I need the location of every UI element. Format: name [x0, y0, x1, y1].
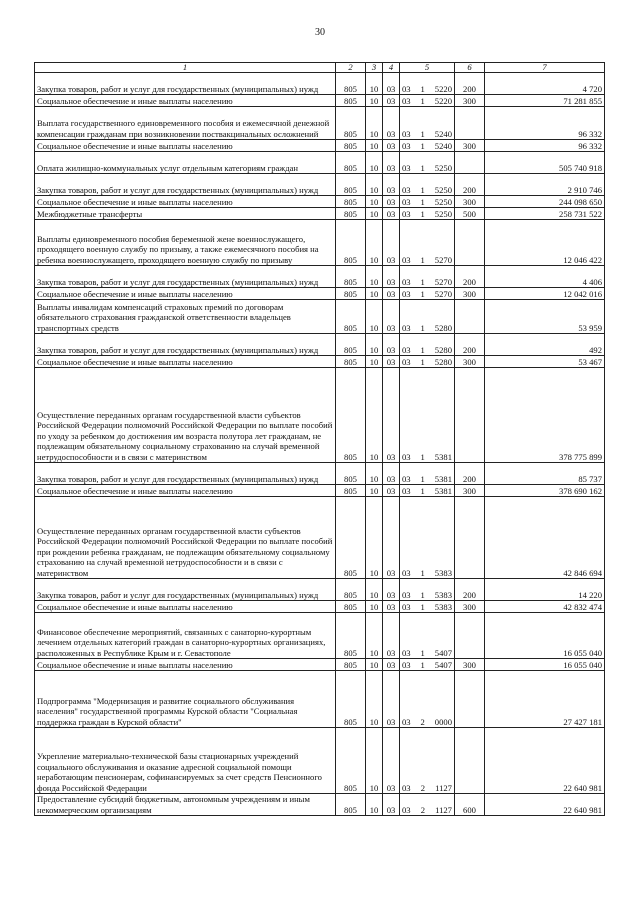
table-row: [35, 174, 605, 196]
subsection-code-cell: 03: [383, 463, 400, 485]
target-article-cell: [400, 334, 455, 356]
section-code-cell: 10: [366, 220, 383, 266]
table-row: [35, 95, 605, 107]
target-article-part: 1: [420, 140, 425, 151]
row-name-cell: Закупка товаров, работ и услуг для государственных (муниципальных) нужд: [35, 174, 336, 196]
target-article-part: 03: [402, 83, 411, 94]
header-cell: 7: [485, 63, 605, 73]
target-article-part: 5280: [434, 344, 452, 355]
subsection-code-cell: 03: [383, 601, 400, 613]
target-article-cell: [400, 220, 455, 266]
target-article-part: 5240: [434, 128, 452, 139]
row-name-cell: Социальное обеспечение и иные выплаты населению: [35, 288, 336, 300]
subsection-code-cell: 03: [383, 288, 400, 300]
row-name-cell: Подпрограмма "Модернизация и развитие социального обслуживания населения" государственной программы Курской области "Социальная поддержка граждан в Курской области": [35, 671, 336, 728]
table-row: [35, 334, 605, 356]
target-article-part: 1: [420, 162, 425, 173]
amount-cell: 53 467: [485, 356, 605, 368]
table-row: [35, 300, 605, 334]
section-code-cell: 10: [366, 613, 383, 659]
target-article-part: 5407: [434, 659, 452, 670]
target-article-part: 1: [420, 485, 425, 496]
target-article-part: 1127: [435, 782, 452, 793]
amount-cell: 505 740 918: [485, 152, 605, 174]
target-article-part: 5280: [434, 356, 452, 367]
department-code-cell: 805: [336, 613, 366, 659]
department-code-cell: 805: [336, 140, 366, 152]
target-article-part: 1: [420, 567, 425, 578]
subsection-code-cell: 03: [383, 73, 400, 95]
section-code-cell: 10: [366, 356, 383, 368]
page-number: 30: [315, 27, 325, 38]
row-name-cell: Предоставление субсидий бюджетным, автономным учреждениям и иным некоммерческим организациям: [35, 794, 336, 816]
target-article-cell: [400, 485, 455, 497]
subsection-code-cell: 03: [383, 659, 400, 671]
target-article-part: 03: [402, 184, 411, 195]
row-name-cell: Закупка товаров, работ и услуг для государственных (муниципальных) нужд: [35, 73, 336, 95]
target-article-cell: [400, 152, 455, 174]
target-article-part: 1: [420, 473, 425, 484]
section-code-cell: 10: [366, 485, 383, 497]
target-article-cell: [400, 140, 455, 152]
target-article-part: 1: [420, 322, 425, 333]
target-article-part: 03: [402, 128, 411, 139]
expense-type-cell: 200: [455, 579, 485, 601]
expense-type-cell: 600: [455, 794, 485, 816]
department-code-cell: 805: [336, 579, 366, 601]
target-article-cell: [400, 107, 455, 140]
table-row: [35, 659, 605, 671]
section-code-cell: 10: [366, 497, 383, 579]
target-article-part: 1: [420, 451, 425, 462]
target-article-part: 1: [420, 356, 425, 367]
table-row: [35, 196, 605, 208]
table-row: [35, 671, 605, 728]
amount-cell: 96 332: [485, 107, 605, 140]
amount-cell: 71 281 855: [485, 95, 605, 107]
target-article-part: 03: [402, 567, 411, 578]
target-article-part: 03: [402, 804, 411, 815]
expense-type-cell: 200: [455, 174, 485, 196]
target-article-part: 5407: [434, 647, 452, 658]
department-code-cell: 805: [336, 196, 366, 208]
table-row: [35, 288, 605, 300]
subsection-code-cell: 03: [383, 152, 400, 174]
subsection-code-cell: 03: [383, 300, 400, 334]
subsection-code-cell: 03: [383, 208, 400, 220]
target-article-part: 03: [402, 196, 411, 207]
target-article-part: 5250: [434, 208, 452, 219]
subsection-code-cell: 03: [383, 671, 400, 728]
header-cell: 5: [400, 63, 455, 73]
department-code-cell: 805: [336, 728, 366, 794]
target-article-part: 5220: [434, 95, 452, 106]
section-code-cell: 10: [366, 140, 383, 152]
row-name-cell: Закупка товаров, работ и услуг для государственных (муниципальных) нужд: [35, 266, 336, 288]
target-article-part: 2: [420, 804, 425, 815]
target-article-part: 03: [402, 322, 411, 333]
target-article-part: 03: [402, 162, 411, 173]
section-code-cell: 10: [366, 794, 383, 816]
target-article-part: 1: [420, 276, 425, 287]
target-article-part: 1: [420, 95, 425, 106]
header-cell: 4: [383, 63, 400, 73]
target-article-cell: [400, 356, 455, 368]
amount-cell: 53 959: [485, 300, 605, 334]
target-article-part: 5381: [434, 485, 452, 496]
amount-cell: 42 846 694: [485, 497, 605, 579]
header-cell: 2: [336, 63, 366, 73]
subsection-code-cell: 03: [383, 220, 400, 266]
expense-type-cell: 300: [455, 288, 485, 300]
target-article-part: 03: [402, 716, 411, 727]
subsection-code-cell: 03: [383, 728, 400, 794]
department-code-cell: 805: [336, 107, 366, 140]
target-article-part: 03: [402, 473, 411, 484]
department-code-cell: 805: [336, 659, 366, 671]
subsection-code-cell: 03: [383, 334, 400, 356]
table-row: [35, 220, 605, 266]
table-row: [35, 73, 605, 95]
table-row: [35, 208, 605, 220]
target-article-cell: [400, 196, 455, 208]
row-name-cell: Социальное обеспечение и иные выплаты населению: [35, 356, 336, 368]
table-row: [35, 601, 605, 613]
target-article-cell: [400, 266, 455, 288]
amount-cell: 4 720: [485, 73, 605, 95]
expense-type-cell: [455, 152, 485, 174]
row-name-cell: Социальное обеспечение и иные выплаты населению: [35, 601, 336, 613]
row-name-cell: Закупка товаров, работ и услуг для государственных (муниципальных) нужд: [35, 463, 336, 485]
department-code-cell: 805: [336, 671, 366, 728]
amount-cell: 96 332: [485, 140, 605, 152]
table-row: [35, 356, 605, 368]
target-article-cell: [400, 73, 455, 95]
amount-cell: 14 220: [485, 579, 605, 601]
department-code-cell: 805: [336, 266, 366, 288]
table-row: [35, 152, 605, 174]
target-article-part: 1: [420, 344, 425, 355]
target-article-cell: [400, 288, 455, 300]
section-code-cell: 10: [366, 208, 383, 220]
expense-type-cell: 200: [455, 334, 485, 356]
target-article-cell: [400, 463, 455, 485]
amount-cell: 492: [485, 334, 605, 356]
amount-cell: 85 737: [485, 463, 605, 485]
table-row: [35, 107, 605, 140]
target-article-cell: [400, 659, 455, 671]
target-article-cell: [400, 728, 455, 794]
target-article-part: 03: [402, 659, 411, 670]
section-code-cell: 10: [366, 288, 383, 300]
amount-cell: 27 427 181: [485, 671, 605, 728]
target-article-part: 5250: [434, 196, 452, 207]
expense-type-cell: 200: [455, 266, 485, 288]
subsection-code-cell: 03: [383, 794, 400, 816]
target-article-part: 03: [402, 647, 411, 658]
target-article-part: 1127: [435, 804, 452, 815]
row-name-cell: Оплата жилищно-коммунальных услуг отдельным категориям граждан: [35, 152, 336, 174]
section-code-cell: 10: [366, 73, 383, 95]
expense-type-cell: [455, 497, 485, 579]
target-article-part: 03: [402, 276, 411, 287]
table-row: [35, 613, 605, 659]
header-cell: 1: [35, 63, 336, 73]
department-code-cell: 805: [336, 356, 366, 368]
amount-cell: 16 055 040: [485, 659, 605, 671]
target-article-part: 5280: [434, 322, 452, 333]
target-article-part: 1: [420, 589, 425, 600]
row-name-cell: Укрепление материально-технической базы стационарных учреждений социального обслуживания и оказание адресной социальной помощи неработающим пенсионерам, софинансируемых за счет средств Пенсионного фонда Российской Федерации: [35, 728, 336, 794]
row-name-cell: Социальное обеспечение и иные выплаты населению: [35, 196, 336, 208]
department-code-cell: 805: [336, 220, 366, 266]
amount-cell: 258 731 522: [485, 208, 605, 220]
subsection-code-cell: 03: [383, 196, 400, 208]
expense-type-cell: 200: [455, 463, 485, 485]
table-row: [35, 794, 605, 816]
target-article-cell: [400, 174, 455, 196]
section-code-cell: 10: [366, 152, 383, 174]
department-code-cell: 805: [336, 601, 366, 613]
amount-cell: 42 832 474: [485, 601, 605, 613]
target-article-part: 1: [420, 659, 425, 670]
expense-type-cell: 300: [455, 140, 485, 152]
row-name-cell: Финансовое обеспечение мероприятий, связанных с санаторно-курортным лечением отдельных категорий граждан в санаторно-курортных организациях, расположенных в Республике Крым и г. Севастополе: [35, 613, 336, 659]
target-article-part: 5381: [434, 451, 452, 462]
row-name-cell: Социальное обеспечение и иные выплаты населению: [35, 485, 336, 497]
section-code-cell: 10: [366, 671, 383, 728]
table-row: [35, 140, 605, 152]
target-article-part: 03: [402, 95, 411, 106]
expense-type-cell: 500: [455, 208, 485, 220]
section-code-cell: 10: [366, 368, 383, 463]
row-name-cell: Осуществление переданных органам государственной власти субъектов Российской Федерации полномочий Российской Федерации по выплате пособий по уходу за ребенком до достижения им возраста полутора лет гражданам, не подлежащим обязательному социальному страхованию на случай временной нетрудоспособности и в связи с материнством: [35, 368, 336, 463]
department-code-cell: 805: [336, 794, 366, 816]
expense-type-cell: 300: [455, 601, 485, 613]
target-article-cell: [400, 208, 455, 220]
section-code-cell: 10: [366, 95, 383, 107]
target-article-cell: [400, 601, 455, 613]
target-article-part: 1: [420, 601, 425, 612]
target-article-cell: [400, 300, 455, 334]
expense-type-cell: 300: [455, 659, 485, 671]
department-code-cell: 805: [336, 463, 366, 485]
amount-cell: 16 055 040: [485, 613, 605, 659]
amount-cell: 244 098 650: [485, 196, 605, 208]
row-name-cell: Закупка товаров, работ и услуг для государственных (муниципальных) нужд: [35, 579, 336, 601]
subsection-code-cell: 03: [383, 107, 400, 140]
target-article-part: 2: [420, 716, 425, 727]
target-article-part: 2: [420, 782, 425, 793]
target-article-part: 03: [402, 288, 411, 299]
section-code-cell: 10: [366, 107, 383, 140]
department-code-cell: 805: [336, 95, 366, 107]
expense-type-cell: 200: [455, 73, 485, 95]
section-code-cell: 10: [366, 174, 383, 196]
target-article-part: 03: [402, 140, 411, 151]
section-code-cell: 10: [366, 579, 383, 601]
table-row: [35, 266, 605, 288]
table-row: [35, 368, 605, 463]
expense-type-cell: 300: [455, 356, 485, 368]
row-name-cell: Закупка товаров, работ и услуг для государственных (муниципальных) нужд: [35, 334, 336, 356]
subsection-code-cell: 03: [383, 579, 400, 601]
amount-cell: 4 406: [485, 266, 605, 288]
target-article-part: 5270: [434, 254, 452, 265]
target-article-part: 5383: [434, 589, 452, 600]
header-row: [35, 63, 605, 73]
expense-type-cell: [455, 220, 485, 266]
row-name-cell: Социальное обеспечение и иные выплаты населению: [35, 140, 336, 152]
row-name-cell: Осуществление переданных органам государственной власти субъектов Российской Федерации полномочий Российской Федерации по выплате пособий при рождении ребенка гражданам, не подлежащим обязательному социальному страхованию на случай временной нетрудоспособности и в связи с материнством: [35, 497, 336, 579]
section-code-cell: 10: [366, 300, 383, 334]
section-code-cell: 10: [366, 334, 383, 356]
target-article-part: 03: [402, 356, 411, 367]
target-article-cell: [400, 368, 455, 463]
target-article-part: 1: [420, 288, 425, 299]
section-code-cell: 10: [366, 266, 383, 288]
expense-type-cell: [455, 671, 485, 728]
expense-type-cell: 300: [455, 485, 485, 497]
row-name-cell: Социальное обеспечение и иные выплаты населению: [35, 659, 336, 671]
target-article-part: 0000: [434, 716, 452, 727]
row-name-cell: Выплаты инвалидам компенсаций страховых премий по договорам обязательного страхования гражданской ответственности владельцев транспортных средств: [35, 300, 336, 334]
department-code-cell: 805: [336, 368, 366, 463]
row-name-cell: Выплата государственного единовременного пособия и ежемесячной денежной компенсации гражданам при возникновении поствакцинальных осложнений: [35, 107, 336, 140]
table-row: [35, 463, 605, 485]
department-code-cell: 805: [336, 174, 366, 196]
target-article-part: 5383: [434, 601, 452, 612]
subsection-code-cell: 03: [383, 140, 400, 152]
department-code-cell: 805: [336, 73, 366, 95]
amount-cell: 2 910 746: [485, 174, 605, 196]
row-name-cell: Выплаты единовременного пособия беременной жене военнослужащего, проходящего военную службу по призыву, а также ежемесячного пособия на ребенка военнослужащего, проходящего военную службу по призыву: [35, 220, 336, 266]
target-article-cell: [400, 95, 455, 107]
department-code-cell: 805: [336, 485, 366, 497]
target-article-part: 1: [420, 196, 425, 207]
header-cell: 6: [455, 63, 485, 73]
row-name-cell: Межбюджетные трансферты: [35, 208, 336, 220]
target-article-cell: [400, 579, 455, 601]
section-code-cell: 10: [366, 728, 383, 794]
target-article-part: 1: [420, 254, 425, 265]
target-article-part: 03: [402, 485, 411, 496]
subsection-code-cell: 03: [383, 485, 400, 497]
target-article-part: 1: [420, 83, 425, 94]
department-code-cell: 805: [336, 300, 366, 334]
header-cell: 3: [366, 63, 383, 73]
target-article-cell: [400, 613, 455, 659]
amount-cell: 12 042 016: [485, 288, 605, 300]
department-code-cell: 805: [336, 288, 366, 300]
expense-type-cell: 300: [455, 95, 485, 107]
expense-type-cell: [455, 368, 485, 463]
subsection-code-cell: 03: [383, 95, 400, 107]
subsection-code-cell: 03: [383, 266, 400, 288]
target-article-part: 03: [402, 208, 411, 219]
target-article-cell: [400, 794, 455, 816]
target-article-cell: [400, 671, 455, 728]
expense-type-cell: [455, 728, 485, 794]
subsection-code-cell: 03: [383, 356, 400, 368]
expense-type-cell: [455, 613, 485, 659]
target-article-part: 5270: [434, 288, 452, 299]
table-row: [35, 485, 605, 497]
expense-type-cell: 300: [455, 196, 485, 208]
target-article-part: 03: [402, 782, 411, 793]
amount-cell: 378 690 162: [485, 485, 605, 497]
target-article-part: 5250: [434, 162, 452, 173]
section-code-cell: 10: [366, 196, 383, 208]
expense-type-cell: [455, 300, 485, 334]
row-name-cell: Социальное обеспечение и иные выплаты населению: [35, 95, 336, 107]
target-article-part: 5381: [434, 473, 452, 484]
amount-cell: 12 046 422: [485, 220, 605, 266]
target-article-cell: [400, 497, 455, 579]
section-code-cell: 10: [366, 601, 383, 613]
target-article-part: 5220: [434, 83, 452, 94]
budget-table: [34, 62, 605, 816]
target-article-part: 03: [402, 451, 411, 462]
target-article-part: 1: [420, 184, 425, 195]
target-article-part: 03: [402, 589, 411, 600]
department-code-cell: 805: [336, 334, 366, 356]
target-article-part: 5270: [434, 276, 452, 287]
subsection-code-cell: 03: [383, 497, 400, 579]
target-article-part: 5250: [434, 184, 452, 195]
amount-cell: 22 640 981: [485, 794, 605, 816]
amount-cell: 22 640 981: [485, 728, 605, 794]
section-code-cell: 10: [366, 659, 383, 671]
department-code-cell: 805: [336, 208, 366, 220]
table-row: [35, 579, 605, 601]
target-article-part: 03: [402, 344, 411, 355]
department-code-cell: 805: [336, 497, 366, 579]
table-row: [35, 728, 605, 794]
subsection-code-cell: 03: [383, 174, 400, 196]
target-article-part: 1: [420, 128, 425, 139]
amount-cell: 378 775 899: [485, 368, 605, 463]
section-code-cell: 10: [366, 463, 383, 485]
target-article-part: 03: [402, 254, 411, 265]
department-code-cell: 805: [336, 152, 366, 174]
target-article-part: 5240: [434, 140, 452, 151]
target-article-part: 5383: [434, 567, 452, 578]
target-article-part: 1: [420, 647, 425, 658]
target-article-part: 1: [420, 208, 425, 219]
expense-type-cell: [455, 107, 485, 140]
subsection-code-cell: 03: [383, 368, 400, 463]
target-article-part: 03: [402, 601, 411, 612]
table-row: [35, 497, 605, 579]
subsection-code-cell: 03: [383, 613, 400, 659]
